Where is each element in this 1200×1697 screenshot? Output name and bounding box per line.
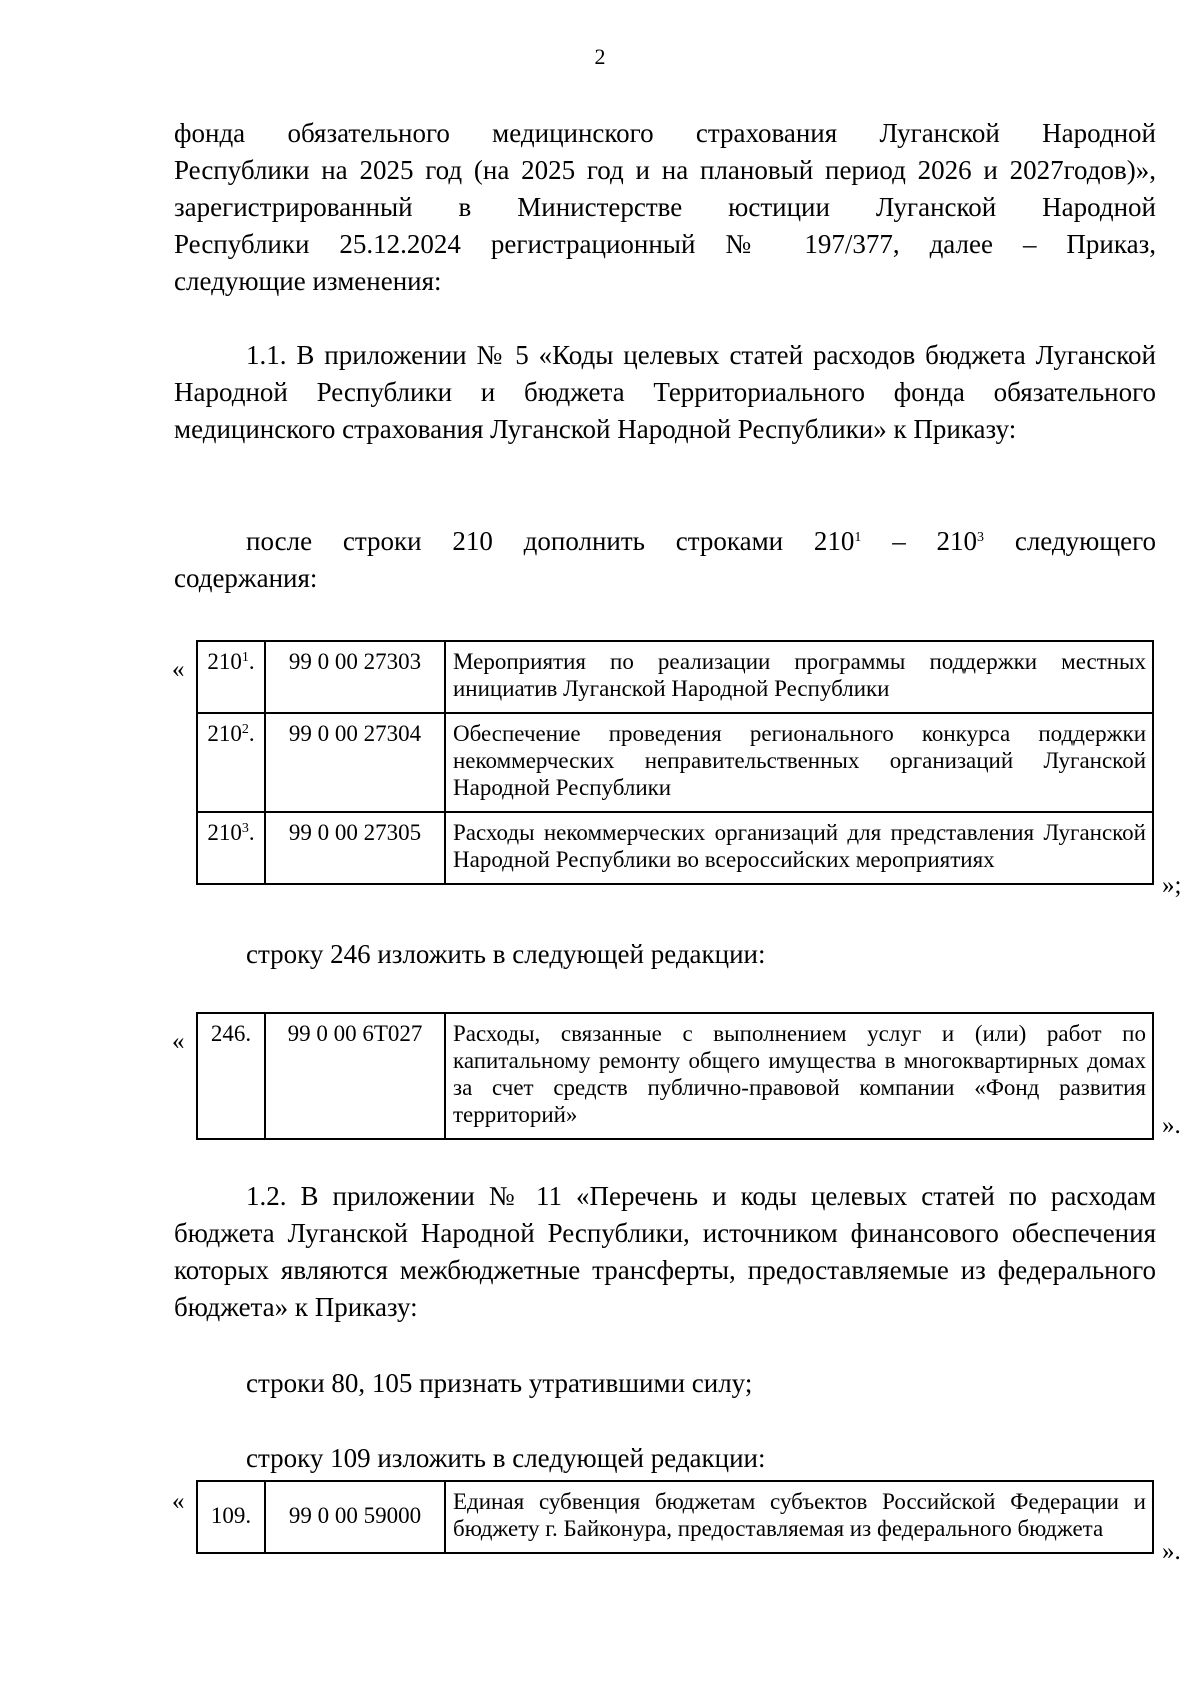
codes-table-210: [196, 640, 1154, 885]
row-code: 99 0 00 27305: [265, 812, 445, 884]
superscript: 1: [854, 530, 862, 545]
close-quote: ».: [1162, 1538, 1181, 1565]
row-code: 99 0 00 59000: [265, 1481, 445, 1553]
intro-paragraph: [174, 115, 1156, 300]
row-code: 99 0 00 6Т027: [265, 1013, 445, 1139]
row-description: Обеспечение проведения регионального конкурса поддержки некоммерческих неправительственных организаций Луганской Народной Республики: [445, 713, 1153, 812]
intro-line: Республики на 2025 год (на 2025 год и на плановый период 2026 и 2027годов)»,: [174, 155, 1156, 185]
open-quote: «: [172, 1028, 185, 1055]
intro-line: фонда обязательного медицинского страхования Луганской Народной: [174, 118, 1156, 148]
row-number: 109.: [197, 1481, 265, 1553]
row-description: Расходы некоммерческих организаций для представления Луганской Народной Республики во всероссийских мероприятиях: [445, 812, 1153, 884]
row-description: Единая субвенция бюджетам субъектов Российской Федерации и бюджету г. Байконура, предоставляемая из федерального бюджета: [445, 1481, 1153, 1553]
section-1-2-paragraph: 1.2. В приложении № 11 «Перечень и коды целевых статей по расходам бюджета Луганской Народной Республики, источником финансового обеспечения которых являются межбюджетные трансферты, предоставляемые из федерального бюджета» к Приказу:: [174, 1181, 1156, 1322]
row-number: $210^3$.: [197, 812, 265, 884]
close-quote: ».: [1162, 1112, 1181, 1139]
after-210-paragraph: [174, 523, 1156, 597]
open-quote: «: [172, 656, 185, 683]
table-row: [197, 1481, 1153, 1553]
page-number: 2: [594, 44, 606, 69]
after-210-line: [174, 523, 1156, 560]
row-description: Мероприятия по реализации программы поддержки местных инициатив Луганской Народной Республики: [445, 641, 1153, 713]
row-code: 99 0 00 27304: [265, 713, 445, 812]
line-80-105-paragraph: строки 80, 105 признать утратившими силу;: [246, 1368, 753, 1398]
row-number: $210^1$.: [197, 641, 265, 713]
after-210-dash: – 210: [861, 526, 978, 556]
after-210-tail: следующего: [984, 526, 1157, 556]
intro-line: зарегистрированный в Министерстве юстиции Луганской Народной: [174, 192, 1156, 222]
table-row: [197, 812, 1153, 884]
intro-line: следующие изменения:: [174, 266, 442, 296]
table-row: [197, 641, 1153, 713]
row-description: Расходы, связанные с выполнением услуг и (или) работ по капитальному ремонту общего имущества в многоквартирных домах за счет средств публично-правовой компании «Фонд развития территорий»: [445, 1013, 1153, 1139]
row-number: 246.: [197, 1013, 265, 1139]
after-210-text: после строки 210 дополнить строками 210: [246, 526, 855, 556]
codes-table-246: [196, 1012, 1154, 1140]
after-210-last: содержания:: [174, 563, 318, 593]
open-quote: «: [172, 1488, 185, 1515]
line-246-paragraph: строку 246 изложить в следующей редакции:: [246, 939, 766, 969]
table-row: [197, 713, 1153, 812]
close-quote: »;: [1162, 872, 1182, 899]
section-1-1-paragraph: 1.1. В приложении № 5 «Коды целевых статей расходов бюджета Луганской Народной Республики и бюджета Территориального фонда обязательного медицинского страхования Луганской Народной Республики» к Приказу:: [174, 340, 1156, 444]
superscript: 3: [977, 530, 985, 545]
row-number: $210^2$.: [197, 713, 265, 812]
row-code: 99 0 00 27303: [265, 641, 445, 713]
codes-table-109: [196, 1480, 1154, 1554]
intro-line: Республики 25.12.2024 регистрационный № 197/377, далее – Приказ,: [174, 229, 1156, 259]
table-row: [197, 1013, 1153, 1139]
line-109-paragraph: строку 109 изложить в следующей редакции:: [246, 1443, 766, 1473]
